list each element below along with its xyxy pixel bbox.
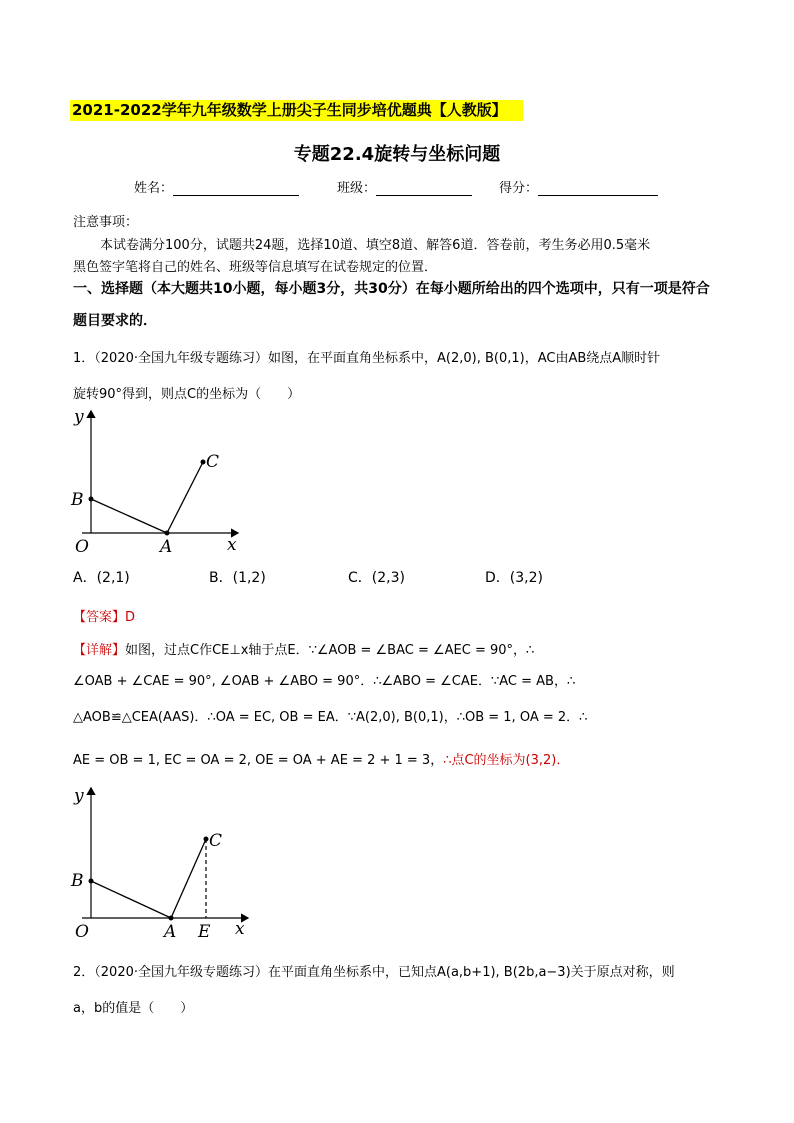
label-e: E bbox=[198, 922, 211, 942]
point-c bbox=[204, 837, 209, 842]
q1-detail-line-3: △AOB≌△CEA(AAS)．∴OA = EC, OB = EA．∵A(2,0), B(0,1)，∴OB = 1, OA = 2．∴ bbox=[73, 710, 588, 725]
notes-line-2: 黑色签字笔将自己的姓名、班级等信息填写在试卷规定的位置． bbox=[73, 260, 438, 275]
notes-line-1: 本试卷满分100分，试题共24题，选择10道、填空8道、解答6道．答卷前，考生务必用0.5毫米 bbox=[100, 238, 651, 253]
label-y: y bbox=[74, 786, 84, 806]
label-a: A bbox=[160, 537, 173, 555]
point-c bbox=[201, 460, 206, 465]
label-b: B bbox=[71, 871, 84, 891]
q2-line-2: a，b的值是（ ） bbox=[73, 1001, 194, 1016]
segment-ab bbox=[91, 499, 167, 533]
q1-detail-line-1 bbox=[73, 639, 534, 658]
q2-line-1: 2．（2020·全国九年级专题练习）在平面直角坐标系中，已知点A(a,b+1), B(2b,a−3)关于原点对称，则 bbox=[73, 965, 675, 980]
q1-option-d[interactable]: D．(3,2) bbox=[485, 570, 543, 586]
section-heading-line-2: 题目要求的． bbox=[73, 313, 157, 329]
point-b bbox=[89, 879, 94, 884]
q1-solution-figure bbox=[68, 782, 258, 942]
q1-option-a[interactable]: A．(2,1) bbox=[73, 570, 130, 586]
class-field[interactable] bbox=[337, 177, 472, 196]
detail-text-4b: ∴点C的坐标为(3,2)． bbox=[443, 753, 570, 768]
label-o: O bbox=[75, 922, 89, 942]
detail-text-1: 如图，过点C作CE⊥x轴于点E．∵∠AOB = ∠BAC = ∠AEC = 90°，∴ bbox=[125, 643, 535, 658]
name-field[interactable] bbox=[134, 177, 299, 196]
label-c: C bbox=[206, 452, 220, 472]
class-line[interactable] bbox=[376, 181, 472, 196]
detail-tag: 【详解】 bbox=[73, 643, 126, 658]
label-x: x bbox=[227, 535, 237, 555]
q1-line-1: 1．（2020·全国九年级专题练习）如图，在平面直角坐标系中，A(2,0), B(0,1)，AC由AB绕点A顺时针 bbox=[73, 351, 661, 366]
q1-figure bbox=[68, 405, 248, 555]
point-a bbox=[169, 916, 174, 921]
page-title: 专题22.4旋转与坐标问题 bbox=[293, 144, 501, 165]
q1-line-2: 旋转90°得到，则点C的坐标为（ ） bbox=[73, 387, 301, 402]
label-b: B bbox=[71, 490, 84, 510]
score-field[interactable] bbox=[499, 177, 658, 196]
label-c: C bbox=[209, 831, 223, 851]
point-a bbox=[165, 531, 170, 536]
label-y: y bbox=[74, 407, 84, 427]
label-o: O bbox=[75, 537, 89, 555]
series-banner: 2021-2022学年九年级数学上册尖子生同步培优题典【人教版】 bbox=[70, 100, 523, 121]
label-x: x bbox=[235, 919, 245, 939]
segment-ac bbox=[167, 462, 203, 533]
q1-option-b[interactable]: B．(1,2) bbox=[209, 570, 266, 586]
segment-ac bbox=[171, 839, 206, 918]
label-a: A bbox=[164, 922, 177, 942]
detail-text-4a: AE = OB = 1, EC = OA = 2, OE = OA + AE = 2 + 1 = 3， bbox=[73, 753, 444, 768]
name-line[interactable] bbox=[173, 181, 299, 196]
notes-heading: 注意事项： bbox=[73, 215, 139, 230]
score-label: 得分： bbox=[499, 181, 539, 196]
q1-detail-line-4 bbox=[73, 749, 569, 768]
class-label: 班级： bbox=[337, 181, 377, 196]
q1-option-c[interactable]: C．(2,3) bbox=[348, 570, 405, 586]
q1-detail-line-2: ∠OAB + ∠CAE = 90°, ∠OAB + ∠ABO = 90°．∴∠ABO = ∠CAE．∵AC = AB，∴ bbox=[73, 674, 576, 689]
score-line[interactable] bbox=[538, 181, 658, 196]
name-label: 姓名： bbox=[134, 181, 174, 196]
point-b bbox=[89, 497, 94, 502]
section-heading-line-1: 一、选择题（本大题共10小题，每小题3分，共30分）在每小题所给出的四个选项中，只有一项是符合 bbox=[73, 281, 710, 297]
segment-ab bbox=[91, 881, 171, 918]
q1-answer: 【答案】D bbox=[73, 610, 136, 625]
